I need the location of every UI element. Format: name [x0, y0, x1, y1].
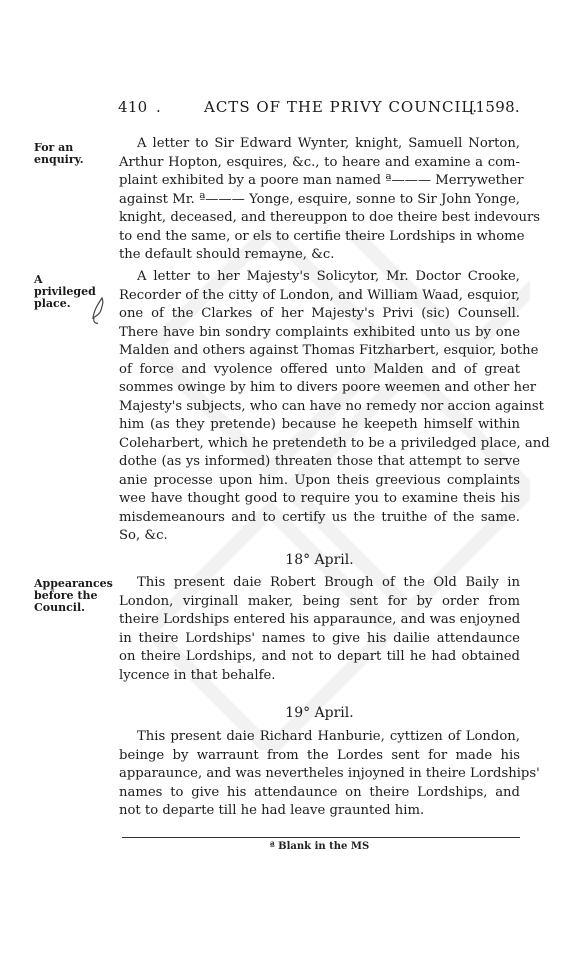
- text-line: not to departe till he had leave graunted him.: [119, 803, 425, 818]
- text-line: plaint exhibited by a poore man named ª——— Merrywether: [119, 173, 524, 188]
- text-line: So, &c.: [119, 528, 168, 543]
- text-line: the default should remayne, &c.: [119, 247, 335, 262]
- text-line: Arthur Hopton, esquires, &c., to heare and examine a com-: [119, 154, 520, 170]
- paragraph-brough-appearance: [119, 574, 520, 685]
- text-line: in theire Lordships' names to give his dailie attendaunce: [119, 630, 520, 646]
- running-header: [118, 98, 520, 120]
- margin-note-line: before the: [34, 589, 98, 602]
- text-line: A letter to her Majesty's Solicytor, Mr. Doctor Crooke,: [137, 269, 520, 284]
- header-dot: .: [156, 98, 162, 116]
- text-line: of force and vyolence offered unto Malden and of great: [119, 361, 520, 377]
- manicule-pencil-mark: [88, 296, 110, 326]
- text-line: This present daie Richard Hanburie, cyttizen of London,: [137, 729, 520, 744]
- page-number: 410: [118, 98, 148, 116]
- text-line: anie processe upon him. Upon theis greevious complaints: [119, 472, 520, 488]
- margin-note-appearances: [34, 577, 113, 614]
- footnote: ª Blank in the MS: [269, 841, 370, 852]
- margin-note-line: enquiry.: [34, 153, 84, 166]
- paragraph-hanburie-appearance: [119, 728, 540, 821]
- date-heading-19-april: 19° April.: [285, 705, 354, 721]
- margin-note-line: place.: [34, 297, 71, 310]
- text-line: Malden and others against Thomas Fitzharbert, esquior, bothe: [119, 343, 539, 358]
- text-line: beinge by warraunt from the Lordes sent for made his: [119, 747, 520, 763]
- text-line: sommes owinge by him to divers poore weemen and other her: [119, 380, 537, 395]
- year-marker: [1598.: [469, 98, 520, 116]
- margin-note-line: Council.: [34, 601, 85, 614]
- text-line: him (as they pretende) because he keepeth himself within: [119, 417, 520, 432]
- text-line: London, virginall maker, being sent for by order from: [119, 593, 520, 609]
- text-line: This present daie Robert Brough of the Old Baily in: [137, 575, 520, 590]
- text-line: lycence in that behalfe.: [119, 667, 276, 683]
- text-line: theire Lordships entered his apparaunce, and was enjoyned: [119, 612, 521, 627]
- margin-note-enquiry: [34, 142, 104, 166]
- text-line: misdemeanours and to certify us the truithe of the same.: [119, 509, 520, 525]
- text-line: one of the Clarkes of her Majesty's Privi (sic) Counsell.: [119, 306, 520, 321]
- margin-note-line: A privileged: [34, 273, 96, 298]
- text-line: A letter to Sir Edward Wynter, knight, Samuell Norton,: [137, 136, 520, 151]
- text-line: wee have thought good to require you to examine theis his: [119, 491, 520, 506]
- paragraph-enquiry-letter: [119, 135, 541, 265]
- running-title: ACTS OF THE PRIVY COUNCIL.: [204, 98, 479, 116]
- text-line: Recorder of the citty of London, and William Waad, esquior,: [119, 287, 520, 303]
- margin-note-line: For an: [34, 141, 74, 154]
- date-heading-18-april: 18° April.: [285, 552, 354, 568]
- text-line: apparaunce, and was nevertheles injoyned in theire Lordships': [119, 766, 540, 781]
- text-line: There have bin sondry complaints exhibited unto us by one: [119, 324, 520, 340]
- margin-note-line: Appearances: [34, 577, 113, 590]
- text-line: Coleharbert, which he pretendeth to be a priviledged place, and: [119, 435, 550, 451]
- text-line: knight, deceased, and thereuppon to doe theire best indevours: [119, 210, 541, 225]
- text-line: dothe (as ys informed) threaten those that attempt to serve: [119, 454, 520, 469]
- text-line: Majesty's subjects, who can have no remedy nor accion against: [119, 398, 544, 414]
- paragraph-privileged-place-letter: [119, 268, 550, 546]
- text-line: names to give his attendaunce on theire Lordships, and: [119, 784, 520, 800]
- text-line: on theire Lordships, and not to depart till he had obtained: [119, 649, 520, 664]
- text-line: against Mr. ª——— Yonge, esquire, sonne to Sir John Yonge,: [119, 191, 520, 207]
- footnote-rule: [122, 837, 520, 838]
- text-line: to end the same, or els to certifie theire Lordships in whome: [119, 228, 525, 244]
